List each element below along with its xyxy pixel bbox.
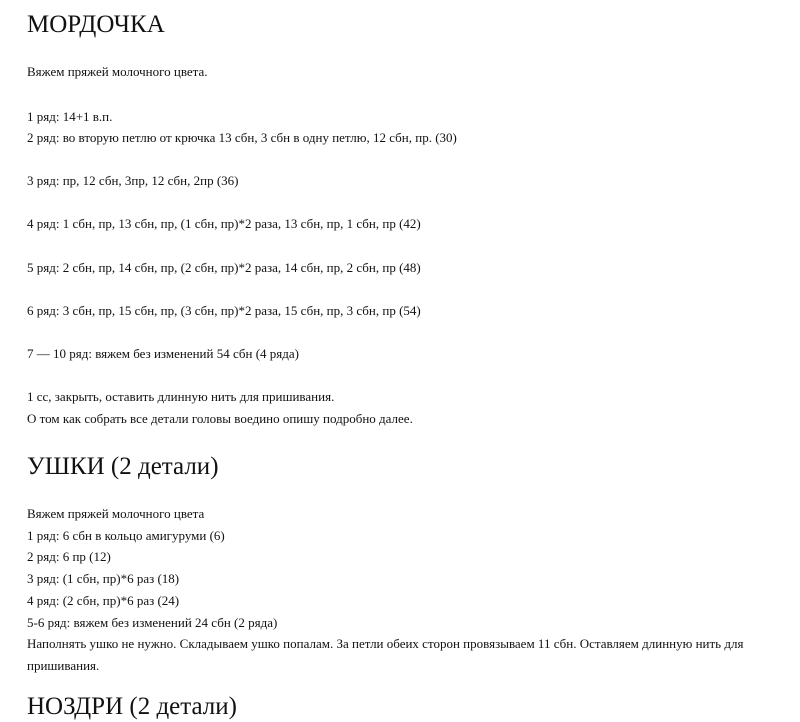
section-heading-ushki: УШКИ (2 детали) — [27, 453, 219, 480]
ushki-row-1: 1 ряд: 6 сбн в кольцо амигуруми (6) — [27, 527, 225, 543]
pattern-row-6: 6 ряд: 3 сбн, пр, 15 сбн, пр, (3 сбн, пр)*2 раза, 15 сбн, пр, 3 сбн, пр (54) — [27, 303, 421, 318]
pattern-row-5: 5 ряд: 2 сбн, пр, 14 сбн, пр, (2 сбн, пр)*2 раза, 14 сбн, пр, 2 сбн, пр (48) — [27, 260, 421, 275]
pattern-row-3: 3 ряд: пр, 12 сбн, 3пр, 12 сбн, 2пр (36) — [27, 173, 239, 188]
ushki-row-5-6: 5-6 ряд: вяжем без изменений 24 сбн (2 ряда) — [27, 614, 278, 630]
section-intro-text: Вяжем пряжей молочного цвета. — [27, 64, 208, 79]
ushki-row-4: 4 ряд: (2 сбн, пр)*6 раз (24) — [27, 592, 180, 608]
pattern-row-4: 4 ряд: 1 сбн, пр, 13 сбн, пр, (1 сбн, пр)*2 раза, 13 сбн, пр, 1 сбн, пр (42) — [27, 216, 421, 231]
section-heading-nozdri: НОЗДРИ (2 детали) — [27, 693, 237, 720]
pattern-row-2: 2 ряд: во вторую петлю от крючка 13 сбн, 3 сбн в одну петлю, 12 сбн, пр. (30) — [27, 130, 457, 145]
section-heading-mordochka: МОРДОЧКА — [27, 11, 165, 38]
ushki-finish-note: Наполнять ушко не нужно. Складываем ушко попалам. За петли обеих сторон провязываем 11 сбн. Оставляем длинную нить для пришивания. — [27, 636, 744, 673]
pattern-row-1: 1 ряд: 14+1 в.п. — [27, 109, 113, 124]
closing-instruction: 1 сс, закрыть, оставить длинную нить для пришивания. — [27, 389, 335, 404]
ushki-instructions — [27, 503, 787, 677]
ushki-row-2: 2 ряд: 6 пр (12) — [27, 549, 111, 565]
assembly-note: О том как собрать все детали головы воедино опишу подробно далее. — [27, 411, 413, 426]
ushki-line-yarn: Вяжем пряжей молочного цвета — [27, 506, 205, 521]
pattern-row-7-10: 7 — 10 ряд: вяжем без изменений 54 сбн (4 ряда) — [27, 346, 299, 361]
ushki-row-3: 3 ряд: (1 сбн, пр)*6 раз (18) — [27, 571, 180, 587]
